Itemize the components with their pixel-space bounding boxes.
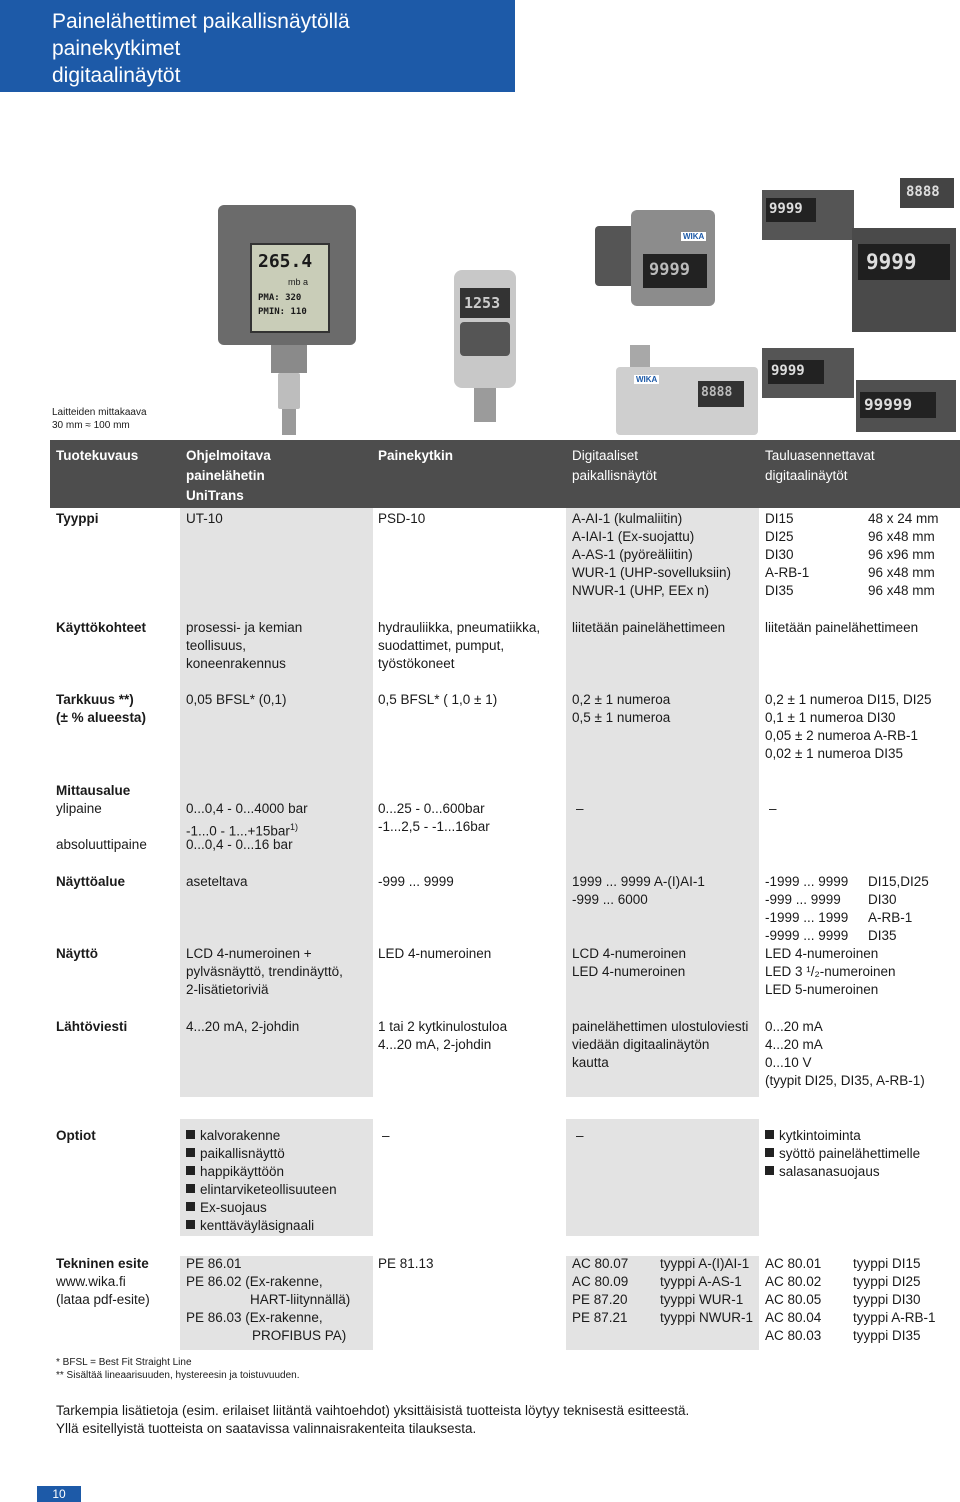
esite-url[interactable]: www.wika.fi xyxy=(56,1274,126,1289)
header-line-2: painekytkimet xyxy=(52,37,181,60)
esite-note: (lataa pdf-esite) xyxy=(56,1292,150,1307)
tarkkuus-taulu-3: 0,05 ± 2 numeroa A-RB-1 xyxy=(765,728,918,743)
naytto-painekytkin: LED 4-numeroinen xyxy=(378,946,492,961)
tyyppi-taulu-2: DI25 xyxy=(765,529,794,544)
kaytto-digi: liitetään painelähettimeen xyxy=(572,620,726,635)
tarkkuus-taulu-4: 0,02 ± 1 numeroa DI35 xyxy=(765,746,903,761)
nayttoalue-type-2: DI30 xyxy=(868,892,897,907)
kaytto-unitrans-3: koneenrakennus xyxy=(186,656,286,671)
lahto-digi-3: kautta xyxy=(572,1055,609,1070)
row-label-tyyppi: Tyyppi xyxy=(56,511,99,526)
psd-photo xyxy=(454,270,516,422)
mittausalue-absoluutti-label: absoluuttipaine xyxy=(56,837,147,852)
esite-taulu-type-1: tyyppi DI15 xyxy=(853,1256,921,1271)
footnote-accuracy: ** Sisältää lineaarisuuden, hystereesin ja toistuvuuden. xyxy=(56,1370,300,1381)
mittausalue-ylipaine-label: ylipaine xyxy=(56,801,102,816)
bullet-icon xyxy=(186,1220,195,1229)
tyyppi-digi-5: NWUR-1 (UHP, EEx n) xyxy=(572,583,710,598)
optiot-taulu-3: salasanasuojaus xyxy=(765,1163,880,1181)
unitrans-photo: 265.4 mb a PMA: 320 PMIN: 110 xyxy=(218,205,356,435)
header-line-3: digitaalinäytöt xyxy=(52,64,181,87)
esite-unitrans-1: PE 86.01 xyxy=(186,1256,242,1271)
esite-taulu-type-4: tyyppi A-RB-1 xyxy=(853,1310,936,1325)
kaytto-painekytkin-1: hydrauliikka, pneumatiikka, xyxy=(378,620,541,635)
bullet-icon xyxy=(765,1130,774,1139)
row-label-nayttoalue: Näyttöalue xyxy=(56,874,126,889)
info-line-2: Yllä esitellyistä tuotteista on saatavissa valinnaisrakenteita tilauksesta. xyxy=(56,1421,477,1436)
lahto-digi-1: painelähettimen ulostuloviesti xyxy=(572,1019,749,1034)
wika-logo: WIKA xyxy=(683,232,705,241)
tarkkuus-digi-1: 0,2 ± 1 numeroa xyxy=(572,692,671,707)
tarkkuus-taulu-1: 0,2 ± 1 numeroa DI15, DI25 xyxy=(765,692,932,707)
tarkkuus-painekytkin: 0,5 BFSL* ( 1,0 ± 1) xyxy=(378,692,498,707)
optiot-taulu-1: kytkintoiminta xyxy=(765,1127,861,1145)
kaytto-unitrans-2: teollisuus, xyxy=(186,638,247,653)
kaytto-painekytkin-2: suodattimet, pumput, xyxy=(378,638,505,653)
tyyppi-size-2: 96 x48 mm xyxy=(868,529,935,544)
nayttoalue-taulu-4: -9999 ... 9999 xyxy=(765,928,849,943)
esite-unitrans-5: PROFIBUS PA) xyxy=(252,1328,347,1343)
psd-display-value: 1253 xyxy=(464,294,501,312)
esite-taulu-3: AC 80.05 xyxy=(765,1292,822,1307)
esite-painekytkin: PE 81.13 xyxy=(378,1256,434,1271)
tyyppi-taulu-1: DI15 xyxy=(765,511,794,526)
mittausalue-painekytkin-2: -1...2,5 - -1...16bar xyxy=(378,819,490,834)
tyyppi-digi-2: A-IAI-1 (Ex-suojattu) xyxy=(572,529,695,544)
esite-unitrans-3: HART-liitynnällä) xyxy=(250,1292,351,1307)
esite-unitrans-2: PE 86.02 (Ex-rakenne, xyxy=(186,1274,323,1289)
a-as-photo xyxy=(616,345,758,435)
row-label-kayttokohteet: Käyttökohteet xyxy=(56,620,147,635)
tyyppi-unitrans: UT-10 xyxy=(186,511,223,526)
di25-photo: 9999 xyxy=(762,190,854,240)
kaytto-unitrans-1: prosessi- ja kemian xyxy=(186,620,303,635)
col-header-taulu-1: Tauluasennettavat xyxy=(765,448,875,463)
lahto-digi-2: viedään digitaalinäytön xyxy=(572,1037,710,1052)
naytto-unitrans-2: pylväsnäyttö, trendinäyttö, xyxy=(186,964,343,979)
nayttoalue-type-3: A-RB-1 xyxy=(868,910,913,925)
naytto-digi-2: LED 4-numeroinen xyxy=(572,964,686,979)
tarkkuus-unitrans: 0,05 BFSL* (0,1) xyxy=(186,692,287,707)
tyyppi-taulu-3: DI30 xyxy=(765,547,794,562)
optiot-unitrans-2: paikallisnäyttö xyxy=(186,1145,285,1163)
esite-digi-1: AC 80.07 xyxy=(572,1256,629,1271)
col-header-tuotekuvaus: Tuotekuvaus xyxy=(56,448,139,463)
info-line-1: Tarkempia lisätietoja (esim. erilaiset liitäntä vaihtoehdot) yksittäisistä tuotteista löytyy teknisestä esitteestä. xyxy=(56,1403,690,1418)
bullet-icon xyxy=(186,1130,195,1139)
esite-unitrans-4: PE 86.03 (Ex-rakenne, xyxy=(186,1310,323,1325)
tyyppi-painekytkin: PSD-10 xyxy=(378,511,426,526)
naytto-unitrans-3: 2-lisätietoriviä xyxy=(186,982,269,997)
optiot-unitrans-1: kalvorakenne xyxy=(186,1127,280,1145)
naytto-taulu-3: LED 5-numeroinen xyxy=(765,982,879,997)
esite-taulu-5: AC 80.03 xyxy=(765,1328,822,1343)
a-al-photo xyxy=(595,210,715,310)
mittausalue-unitrans-3: 0...0,4 - 0...16 bar xyxy=(186,837,293,852)
lahto-taulu-2: 4...20 mA xyxy=(765,1037,823,1052)
row-label-optiot: Optiot xyxy=(56,1128,96,1143)
row-label-lahtoviesti: Lähtöviesti xyxy=(56,1019,128,1034)
nayttoalue-digi-2: -999 ... 6000 xyxy=(572,892,648,907)
di35-photo: 99999 xyxy=(856,380,956,432)
optiot-painekytkin: – xyxy=(382,1128,390,1143)
scale-note-line-2: 30 mm ≈ 100 mm xyxy=(52,420,130,431)
esite-digi-type-4: tyyppi NWUR-1 xyxy=(660,1310,754,1325)
optiot-taulu-2: syöttö painelähettimelle xyxy=(765,1145,920,1163)
lahto-painekytkin-2: 4...20 mA, 2-johdin xyxy=(378,1037,492,1052)
optiot-unitrans-3: happikäyttöön xyxy=(186,1163,284,1181)
esite-digi-type-1: tyyppi A-(I)AI-1 xyxy=(660,1256,750,1271)
naytto-taulu-2: LED 3 ¹/₂-numeroinen xyxy=(765,964,896,979)
optiot-unitrans-4: elintarviketeollisuuteen xyxy=(186,1181,337,1199)
a-as-display-value: 8888 xyxy=(701,385,733,400)
footnote-bfsl: * BFSL = Best Fit Straight Line xyxy=(56,1357,192,1368)
bullet-icon xyxy=(186,1184,195,1193)
row-label-tarkkuus-1: Tarkkuus **) xyxy=(56,692,134,707)
mittausalue-painekytkin-1: 0...25 - 0...600bar xyxy=(378,801,485,816)
tyyppi-size-4: 96 x48 mm xyxy=(868,565,935,580)
arb-photo: 9999 xyxy=(762,348,854,398)
header-line-1: Painelähettimet paikallisnäytöllä xyxy=(52,10,350,33)
mittausalue-unitrans-2: -1...0 - 1...+15bar$^{1)}$ xyxy=(186,822,298,839)
col-header-unitrans-2: painelähetin xyxy=(186,468,265,483)
tyyppi-size-1: 48 x 24 mm xyxy=(868,511,939,526)
tyyppi-digi-4: WUR-1 (UHP-sovelluksiin) xyxy=(572,565,732,580)
mittausalue-taulu: – xyxy=(769,801,777,816)
col-header-digitaaliset-1: Digitaaliset xyxy=(572,448,639,463)
lahto-taulu-1: 0...20 mA xyxy=(765,1019,823,1034)
bullet-icon xyxy=(765,1148,774,1157)
lahto-painekytkin-1: 1 tai 2 kytkinulostuloa xyxy=(378,1019,508,1034)
tarkkuus-taulu-2: 0,1 ± 1 numeroa DI30 xyxy=(765,710,896,725)
bullet-icon xyxy=(186,1166,195,1175)
esite-digi-type-2: tyyppi A-AS-1 xyxy=(660,1274,742,1289)
kaytto-taulu: liitetään painelähettimeen xyxy=(765,620,919,635)
nayttoalue-digi-1: 1999 ... 9999 A-(I)AI-1 xyxy=(572,874,705,889)
tyyppi-digi-3: A-AS-1 (pyöreäliitin) xyxy=(572,547,693,562)
esite-digi-2: AC 80.09 xyxy=(572,1274,629,1289)
page-header xyxy=(0,0,515,92)
di30-photo: 9999 xyxy=(852,228,956,332)
nayttoalue-taulu-1: -1999 ... 9999 xyxy=(765,874,849,889)
esite-taulu-4: AC 80.04 xyxy=(765,1310,822,1325)
nayttoalue-painekytkin: -999 ... 9999 xyxy=(378,874,454,889)
col-header-unitrans-1: Ohjelmoitava xyxy=(186,448,271,463)
esite-taulu-2: AC 80.02 xyxy=(765,1274,822,1289)
naytto-digi-1: LCD 4-numeroinen xyxy=(572,946,687,961)
col-header-unitrans-3: UniTrans xyxy=(186,488,244,503)
nayttoalue-taulu-3: -1999 ... 1999 xyxy=(765,910,849,925)
esite-taulu-type-3: tyyppi DI30 xyxy=(853,1292,921,1307)
esite-taulu-type-2: tyyppi DI25 xyxy=(853,1274,921,1289)
tyyppi-taulu-4: A-RB-1 xyxy=(765,565,810,580)
unitrans-display-value: 265.4 xyxy=(258,251,313,272)
optiot-unitrans-5: Ex-suojaus xyxy=(186,1199,267,1217)
row-label-mittausalue: Mittausalue xyxy=(56,783,131,798)
esite-taulu-1: AC 80.01 xyxy=(765,1256,822,1271)
nayttoalue-taulu-2: -999 ... 9999 xyxy=(765,892,841,907)
bullet-icon xyxy=(186,1202,195,1211)
bullet-icon xyxy=(765,1166,774,1175)
page-number: 10 xyxy=(37,1486,81,1502)
mittausalue-unitrans-1: 0...0,4 - 0...4000 bar xyxy=(186,801,308,816)
wika-logo-2: WIKA xyxy=(636,375,658,384)
naytto-taulu-1: LED 4-numeroinen xyxy=(765,946,879,961)
tyyppi-taulu-5: DI35 xyxy=(765,583,794,598)
col-header-digitaaliset-2: paikallisnäytöt xyxy=(572,468,657,483)
mittausalue-digi: – xyxy=(576,801,584,816)
di15-photo: 8888 xyxy=(900,178,954,208)
lahto-unitrans: 4...20 mA, 2-johdin xyxy=(186,1019,300,1034)
tyyppi-digi-1: A-AI-1 (kulmaliitin) xyxy=(572,511,683,526)
nayttoalue-unitrans: aseteltava xyxy=(186,874,248,889)
kaytto-painekytkin-3: työstökoneet xyxy=(378,656,455,671)
nayttoalue-type-4: DI35 xyxy=(868,928,897,943)
lahto-taulu-4: (tyypit DI25, DI35, A-RB-1) xyxy=(765,1073,925,1088)
a-al-display-value: 9999 xyxy=(649,260,690,280)
row-label-tarkkuus-2: (± % alueesta) xyxy=(56,710,146,725)
optiot-digi: – xyxy=(576,1128,584,1143)
nayttoalue-type-1: DI15,DI25 xyxy=(868,874,929,889)
row-label-esite: Tekninen esite xyxy=(56,1256,149,1271)
col-header-painekytkin: Painekytkin xyxy=(378,448,454,463)
col-header-taulu-2: digitaalinäytöt xyxy=(765,468,848,483)
esite-digi-3: PE 87.20 xyxy=(572,1292,628,1307)
naytto-unitrans-1: LCD 4-numeroinen + xyxy=(186,946,312,961)
tyyppi-size-3: 96 x96 mm xyxy=(868,547,935,562)
optiot-unitrans-6: kenttäväyläsignaali xyxy=(186,1217,314,1235)
esite-digi-4: PE 87.21 xyxy=(572,1310,628,1325)
row-label-naytto: Näyttö xyxy=(56,946,99,961)
tarkkuus-digi-2: 0,5 ± 1 numeroa xyxy=(572,710,671,725)
esite-digi-type-3: tyyppi WUR-1 xyxy=(660,1292,744,1307)
scale-note-line-1: Laitteiden mittakaava xyxy=(52,407,147,418)
esite-taulu-type-5: tyyppi DI35 xyxy=(853,1328,921,1343)
lahto-taulu-3: 0...10 V xyxy=(765,1055,812,1070)
tyyppi-size-5: 96 x48 mm xyxy=(868,583,935,598)
bullet-icon xyxy=(186,1148,195,1157)
